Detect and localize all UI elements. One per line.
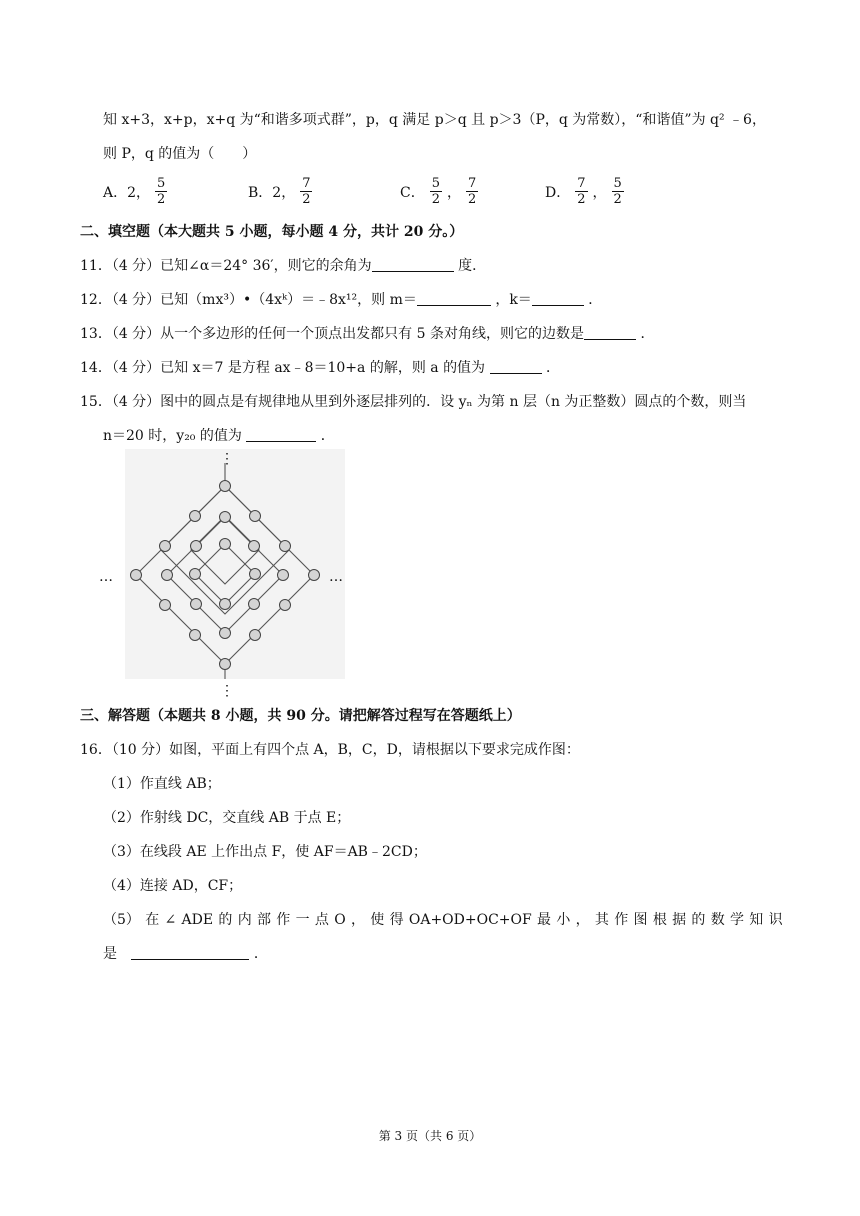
q10-option-a: A．2， $\frac{5}{2}$ [103, 176, 166, 207]
q16-item5-word: ∠ [164, 912, 177, 928]
ellipsis-bottom: ⋮ [220, 683, 234, 699]
dot [220, 659, 231, 670]
q11: 11．（4 分）已知∠α＝24° 36′，则它的余角为 度． [80, 258, 487, 274]
q10-option-d: D． $\frac{7}{2}$ ， $\frac{5}{2}$ [545, 176, 622, 207]
dot [280, 541, 291, 552]
q16-item1: （1）作直线 AB； [103, 776, 221, 792]
q16-item5-word: 部 [257, 912, 271, 928]
answer-blank[interactable] [532, 291, 584, 306]
dot [191, 599, 202, 610]
q10-option-b: B．2， $\frac{7}{2}$ [248, 176, 311, 207]
q16-item5-word: 内 [237, 912, 252, 928]
q16-item5-word: 的 [218, 912, 233, 928]
dot [280, 600, 291, 611]
dot [250, 569, 261, 580]
page-footer: 第 3 页（共 6 页） [378, 1129, 482, 1143]
q16-item5-word: 的 [691, 912, 706, 928]
dot [309, 570, 320, 581]
q15-line2: n＝20 时，y₂₀ 的值为 ． [103, 428, 335, 444]
dot [160, 541, 171, 552]
dot [220, 539, 231, 550]
dot [160, 600, 171, 611]
q16-item5-line1 [103, 910, 783, 930]
q16-item5-word: 最 [537, 912, 552, 928]
dot [220, 481, 231, 492]
q10-line1: 知 x+3，x+p，x+q 为“和谐多项式群”，p，q 满足 p＞q 且 p＞3（P，q 为常数），“和谐值”为 q² ﹣6， [103, 112, 766, 128]
q16-item5-word: OA+OD+OC+OF [408, 912, 532, 928]
q16-item5-word: 据 [672, 912, 687, 928]
q15-line1: 15．（4 分）图中的圆点是有规律地从里到外逐层排列的．设 yₙ 为第 n 层（n 为正整数）圆点的个数，则当 [80, 394, 747, 410]
q16-item5-word: 数 [710, 912, 725, 928]
dot [190, 569, 201, 580]
dot [249, 541, 260, 552]
q16-item2: （2）作射线 DC，交直线 AB 于点 E； [103, 810, 351, 826]
q16-item5-word: （5） [103, 912, 140, 928]
q16-item5-word: 根 [652, 912, 667, 928]
q13: 13．（4 分）从一个多边形的任何一个顶点出发都只有 5 条对角线，则它的边数是 ． [80, 326, 655, 342]
dot [162, 570, 173, 581]
fraction: $\frac{7}{2}$ [302, 176, 311, 207]
dot-layers-diagram [95, 449, 355, 701]
q16-item5-word: ， [350, 912, 365, 928]
q16-item5-line2: 是 ． [103, 946, 268, 962]
ellipsis-top: ⋮ [220, 451, 234, 467]
q16-intro: 16．（10 分）如图，平面上有四个点 A，B，C，D，请根据以下要求完成作图： [80, 742, 580, 758]
q10-line2: 则 P，q 的值为（ ） [103, 146, 257, 162]
section2-title: 二、填空题（本大题共 5 小题，每小题 4 分，共计 20 分。） [80, 224, 464, 240]
q16-item5-word: 识 [768, 912, 783, 928]
answer-blank[interactable] [584, 325, 636, 340]
q16-item5-word: 在 [145, 912, 160, 928]
dot [220, 599, 231, 610]
q16-item5-word: 作 [614, 912, 629, 928]
q16-item5-word: 学 [730, 912, 744, 928]
q16-item5-word: 点 [314, 912, 329, 928]
answer-blank[interactable] [490, 359, 542, 374]
q16-item5-word: 小 [556, 912, 571, 928]
dot [250, 630, 261, 641]
q16-item5-word: 其 [594, 912, 609, 928]
fraction: $\frac{5}{2}$ [613, 176, 622, 207]
dot [190, 511, 201, 522]
dot [220, 512, 231, 523]
dot [249, 599, 260, 610]
dot [191, 541, 202, 552]
q16-item3: （3）在线段 AE 上作出点 F，使 AF＝AB﹣2CD； [103, 844, 427, 860]
q16-item5-word: 使 [370, 912, 385, 928]
q10-option-c: C． $\frac{5}{2}$ ， $\frac{7}{2}$ [400, 176, 477, 207]
fraction: $\frac{5}{2}$ [157, 176, 166, 207]
answer-blank[interactable] [246, 427, 316, 442]
fraction: $\frac{7}{2}$ [577, 176, 586, 207]
answer-blank[interactable] [372, 257, 454, 272]
answer-blank[interactable] [131, 945, 249, 960]
q16-item5-word: O [334, 912, 346, 928]
ellipsis-left: … [99, 569, 113, 585]
dot [250, 511, 261, 522]
q14: 14．（4 分）已知 x＝7 是方程 ax﹣8＝10+a 的解，则 a 的值为 ． [80, 360, 560, 376]
q16-item5-word: 作 [276, 912, 291, 928]
q16-item5-word: 知 [749, 912, 764, 928]
answer-blank[interactable] [417, 291, 491, 306]
dot [278, 570, 289, 581]
dot [220, 628, 231, 639]
dot [190, 630, 201, 641]
q16-item5-word: ， [575, 912, 590, 928]
ellipsis-right: … [329, 569, 343, 585]
dot-layers-figure [95, 449, 355, 705]
q12: 12．（4 分）已知（mx³）•（4xᵏ）＝﹣8x¹²，则 m＝ ，k＝ ． [80, 292, 603, 308]
section3-title: 三、解答题（本题共 8 小题，共 90 分。请把解答过程写在答题纸上） [80, 708, 521, 724]
q16-item5-word: 得 [389, 912, 404, 928]
dot [131, 570, 142, 581]
q16-item5-word: ADE [181, 912, 214, 928]
fraction: $\frac{7}{2}$ [468, 176, 477, 207]
q16-item4: （4）连接 AD，CF； [103, 878, 243, 894]
q16-item5-word: 一 [295, 912, 310, 928]
fraction: $\frac{5}{2}$ [431, 176, 440, 207]
q16-item5-word: 图 [633, 912, 648, 928]
